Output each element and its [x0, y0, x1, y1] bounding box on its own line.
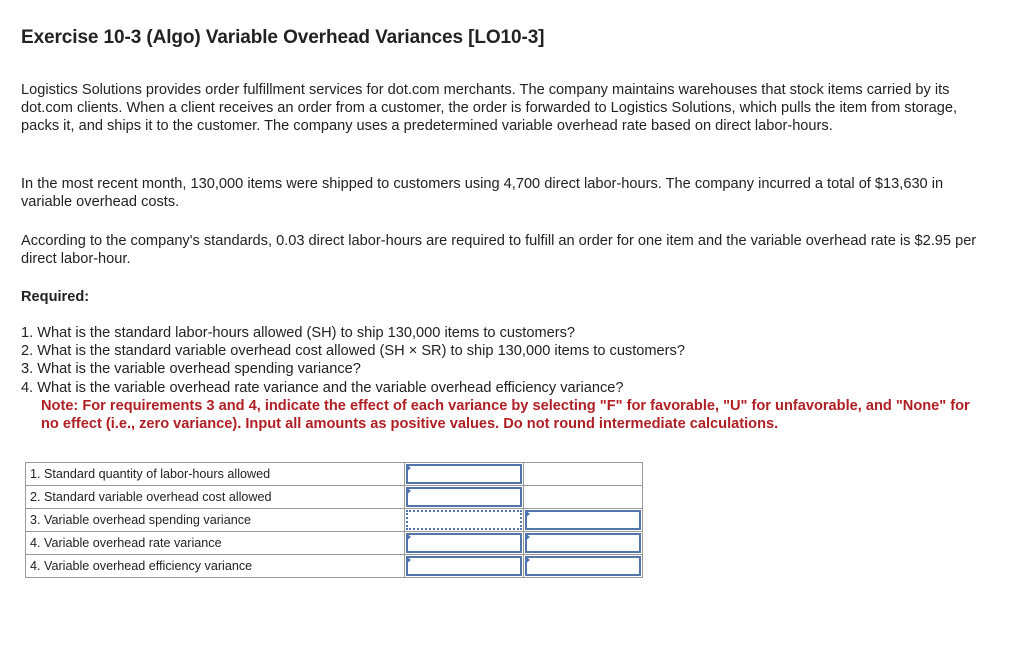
- requirement-3: 3. What is the variable overhead spending variance?: [21, 361, 361, 378]
- row-label: 3. Variable overhead spending variance: [26, 509, 405, 532]
- effect-select-cell[interactable]: [524, 509, 643, 532]
- blank-cell: [524, 486, 643, 509]
- input-marker-icon: [406, 556, 411, 564]
- table-row: [26, 463, 643, 486]
- input-marker-icon: [406, 533, 411, 541]
- effect-select-cell[interactable]: [524, 555, 643, 578]
- effect-select[interactable]: [525, 533, 641, 553]
- problem-paragraph-2: In the most recent month, 130,000 items were shipped to customers using 4,700 direct labor-hours. The company incurred a total of $13,630 in variable overhead costs.: [21, 176, 944, 211]
- amount-input[interactable]: [406, 464, 522, 484]
- requirements-list: [21, 324, 685, 397]
- effect-select[interactable]: [525, 510, 641, 530]
- row-label: 2. Standard variable overhead cost allowed: [26, 486, 405, 509]
- amount-input-cell[interactable]: [405, 463, 524, 486]
- requirement-2: 2. What is the standard variable overhead cost allowed (SH × SR) to ship 130,000 items to customers?: [21, 343, 685, 360]
- amount-input[interactable]: [406, 487, 522, 507]
- amount-input-cell[interactable]: [405, 509, 524, 532]
- amount-input[interactable]: [406, 533, 522, 553]
- amount-input-cell[interactable]: [405, 555, 524, 578]
- answer-table: [25, 462, 643, 578]
- page-title: Exercise 10-3 (Algo) Variable Overhead Variances [LO10-3]: [21, 27, 545, 48]
- amount-input-cell[interactable]: [405, 486, 524, 509]
- effect-select-cell[interactable]: [524, 532, 643, 555]
- requirement-1: 1. What is the standard labor-hours allowed (SH) to ship 130,000 items to customers?: [21, 325, 576, 341]
- row-label: 4. Variable overhead efficiency variance: [26, 555, 405, 578]
- required-heading: Required:: [21, 289, 90, 305]
- input-marker-icon: [525, 510, 530, 518]
- effect-select[interactable]: [525, 556, 641, 576]
- blank-cell: [524, 463, 643, 486]
- table-row: [26, 555, 643, 578]
- row-label: 1. Standard quantity of labor-hours allowed: [26, 463, 405, 486]
- table-row: [26, 532, 643, 555]
- problem-paragraph-1: Logistics Solutions provides order fulfillment services for dot.com merchants. The company maintains warehouses that stock items carried by its dot.com clients. When a client receives an order from a customer, the order is forwarded to Logistics Solutions, which pulls the item from storage, packs it, and ships it to the customer. The company uses a predetermined variable overhead rate based on direct labor-hours.: [21, 82, 958, 135]
- input-marker-icon: [525, 533, 530, 541]
- requirement-4: 4. What is the variable overhead rate variance and the variable overhead efficiency variance?: [21, 379, 624, 396]
- problem-paragraph-3: According to the company's standards, 0.03 direct labor-hours are required to fulfill an order for one item and the variable overhead rate is $2.95 per direct labor-hour.: [21, 233, 977, 268]
- input-marker-icon: [406, 487, 411, 495]
- input-marker-icon: [406, 464, 411, 472]
- amount-input[interactable]: [406, 556, 522, 576]
- instruction-note: Note: For requirements 3 and 4, indicate the effect of each variance by selecting "F" for favorable, "U" for unfavorable, and "None" for no effect (i.e., zero variance). Input all amounts as positive values. Do not round intermediate calculations.: [41, 398, 970, 433]
- amount-input-cell[interactable]: [405, 532, 524, 555]
- input-marker-icon: [525, 556, 530, 564]
- amount-input[interactable]: [406, 510, 522, 530]
- table-row: [26, 486, 643, 509]
- row-label: 4. Variable overhead rate variance: [26, 532, 405, 555]
- table-row: [26, 509, 643, 532]
